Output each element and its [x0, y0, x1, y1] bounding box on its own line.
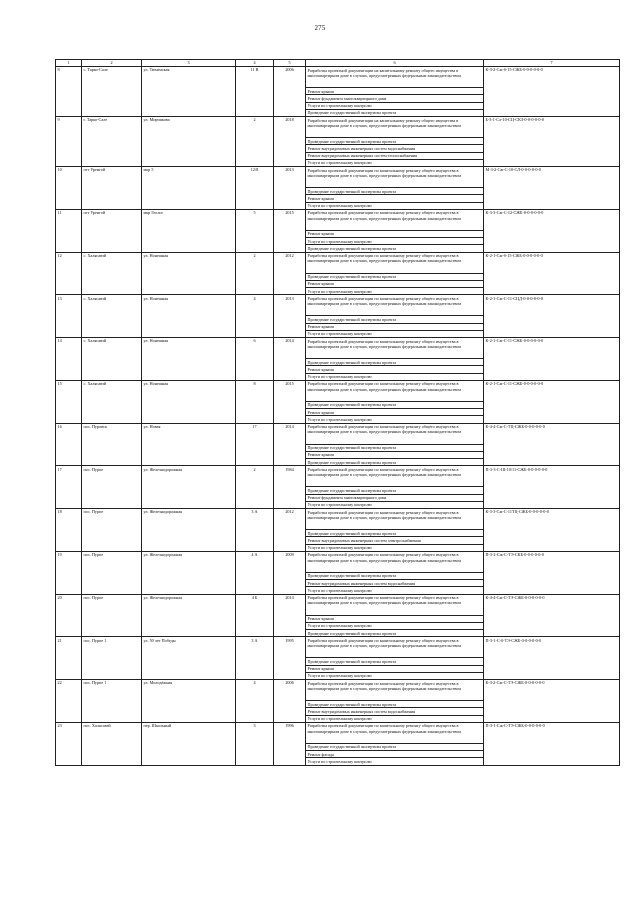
row-number: 19	[56, 551, 82, 594]
street-cell: мкр Геолог	[142, 209, 236, 252]
building-code-cell: П-3-3-С-Ш-10/11-СЖБ-0-0-0-0-0-0	[484, 466, 620, 509]
work-item-cell: Проведение государственной экспертизы проекта	[306, 316, 484, 323]
header-col-5: 5	[274, 60, 306, 67]
row-number: 13	[56, 295, 82, 338]
table-row	[56, 295, 620, 316]
house-cell: 2	[236, 466, 274, 509]
work-item-cell: Ремонт фасада	[306, 751, 484, 758]
house-cell: 3 А	[236, 637, 274, 680]
work-item-cell: Разработка проектной документации по капитальному ремонту общего имущества в многоквартирном доме в случаях, предусмотренных федеральным законодательством	[306, 594, 484, 615]
row-number: 20	[56, 594, 82, 637]
work-item-cell: Проведение государственной экспертизы проекта	[306, 572, 484, 579]
work-item-cell: Услуги по строительному контролю	[306, 672, 484, 679]
work-item-cell: Разработка проектной документации по капитальному ремонту общего имущества в многоквартирном доме в случаях, предусмотренных федеральным законодательством	[306, 551, 484, 572]
table-row	[56, 551, 620, 572]
street-cell: пер. Школьный	[142, 722, 236, 765]
settlement-cell: пос. Пурпе	[82, 466, 142, 509]
work-item-cell: Ремонт крыши	[306, 366, 484, 373]
building-code-cell: К-4-4-Сж-С-ТЦ-СЖБ-0-0-0-0-0-0	[484, 423, 620, 466]
row-number: 22	[56, 680, 82, 723]
house-cell: 4 А	[236, 551, 274, 594]
table-row	[56, 423, 620, 444]
work-item-cell: Услуги по строительному контролю	[306, 159, 484, 166]
table-row	[56, 252, 620, 273]
year-cell: 2015	[274, 209, 306, 252]
year-cell: 2009	[274, 551, 306, 594]
house-cell: 3	[236, 722, 274, 765]
settlement-cell: г. Тарко-Сале	[82, 117, 142, 167]
street-cell: ул. Нонешная	[142, 380, 236, 423]
row-number: 14	[56, 338, 82, 381]
work-item-cell: Разработка проектной документации по капитальному ремонту общего имущества в многоквартирном доме в случаях, предусмотренных федеральным законодательством	[306, 380, 484, 401]
settlement-cell: пгт Уренгой	[82, 167, 142, 210]
work-item-cell: Услуги по строительному контролю	[306, 622, 484, 629]
settlement-cell: пгт Уренгой	[82, 209, 142, 252]
work-item-cell: Проведение государственной экспертизы проекта	[306, 138, 484, 145]
street-cell: ул. Нонешная	[142, 295, 236, 338]
settlement-cell: пос. Халясавэй	[82, 722, 142, 765]
work-item-cell: Ремонт крыши	[306, 451, 484, 458]
street-cell: ул. Железнодорожная	[142, 551, 236, 594]
settlement-cell: с. Халясавэй	[82, 338, 142, 381]
work-item-cell: Разработка проектной документации по капитальному ремонту общего имущества в многоквартирном доме в случаях, предусмотренных федеральным законодательством	[306, 295, 484, 316]
work-item-cell: Проведение государственной экспертизы проекта	[306, 109, 484, 116]
work-item-cell: Разработка проектной документации по капитальному ремонту общего имущества в многоквартирном доме в случаях, предусмотренных федеральным законодательством	[306, 680, 484, 701]
settlement-cell: пос. Пурпе	[82, 594, 142, 637]
house-cell: 3 А	[236, 509, 274, 552]
work-item-cell: Разработка проектной документации по капитальному ремонту общего имущества в многоквартирном доме в случаях, предусмотренных федеральным законодательством	[306, 466, 484, 487]
building-code-cell: К-3-3-Сж-С-11ТЦ-СЖБ-0-0-0-0-0-0	[484, 509, 620, 552]
work-item-cell: Проведение государственной экспертизы проекта	[306, 701, 484, 708]
work-item-cell: Ремонт внутридомовых инженерных систем электроснабжения	[306, 537, 484, 544]
work-item-cell: Услуги по строительному контролю	[306, 544, 484, 551]
house-cell: 5	[236, 209, 274, 252]
building-code-cell: К-4-4-Сж-С-ТЭ-СЖБ-0-0-0-0-0-0	[484, 594, 620, 637]
house-cell: 11 В	[236, 67, 274, 117]
building-code-cell: М-3-2-Сж-С-10-СЛ-0-0-0-0-0-0	[484, 167, 620, 210]
table-row	[56, 167, 620, 188]
work-item-cell: Услуги по строительному контролю	[306, 373, 484, 380]
work-item-cell: Ремонт крыши	[306, 665, 484, 672]
table-row	[56, 594, 620, 615]
row-number: 18	[56, 509, 82, 552]
settlement-cell: с. Халясавэй	[82, 252, 142, 295]
year-cell: 2018	[274, 117, 306, 167]
settlement-cell: пос. Пурпе	[82, 509, 142, 552]
work-item-cell: Услуги по строительному контролю	[306, 758, 484, 765]
work-item-cell: Разработка проектной документации по капитальному ремонту общего имущества в многоквартирном доме в случаях, предусмотренных федеральным законодательством	[306, 637, 484, 658]
street-cell: ул. Мирчикова	[142, 117, 236, 167]
table-row	[56, 117, 620, 138]
page-number: 275	[314, 24, 326, 32]
building-code-cell: П-3-1-Сж-С-ТЭ-СЖБ-0-0-0-0-0-0	[484, 722, 620, 765]
work-item-cell: Проведение государственной экспертизы проекта	[306, 658, 484, 665]
building-code-cell: К-2-1-Сж-С-11-СЖБ-0-0-0-0-0-0	[484, 338, 620, 381]
work-item-cell: Ремонт крыши	[306, 88, 484, 95]
building-code-cell: П-3-2-Сж-С-ТЭ-СКБ-0-0-0-0-0-0	[484, 551, 620, 594]
building-code-cell: К-3-3-Сж-С-12-СЖБ-0-0-0-0-0-0	[484, 209, 620, 252]
building-code-cell: К-2-1-Сж-С-11-СЦД-0-0-0-0-0-0	[484, 295, 620, 338]
work-item-cell: Разработка проектной документации по капитальному ремонту общего имущества в многоквартирном доме в случаях, предусмотренных федеральным законодательством	[306, 209, 484, 230]
settlement-cell: с. Тарко-Сале	[82, 67, 142, 117]
settlement-cell: с. Халясавэй	[82, 295, 142, 338]
work-item-cell: Проведение государственной экспертизы проекта	[306, 359, 484, 366]
street-cell: ул. Молодёжная	[142, 680, 236, 723]
street-cell: мкр 5	[142, 167, 236, 210]
work-item-cell: Ремонт фундамента многоквартирного дома	[306, 95, 484, 102]
building-code-cell: П-3-1-С-0-ТЭ-СЖБ-0-0-0-0-0-0	[484, 637, 620, 680]
work-item-cell: Ремонт фундамента многоквартирного дома	[306, 494, 484, 501]
table-row	[56, 380, 620, 401]
building-code-cell: К-2-1-Сж-С-11-СЖБ-0-0-0-0-0-0	[484, 380, 620, 423]
year-cell: 1996	[274, 722, 306, 765]
year-cell: 2015	[274, 380, 306, 423]
row-number: 23	[56, 722, 82, 765]
row-number: 10	[56, 167, 82, 210]
table-row	[56, 209, 620, 230]
work-item-cell: Проведение государственной экспертизы проекта	[306, 188, 484, 195]
house-cell: 4 Б	[236, 594, 274, 637]
table-header-row	[56, 60, 620, 67]
work-item-cell: Ремонт внутридомовых инженерных систем водоснабжения	[306, 145, 484, 152]
work-item-cell: Ремонт крыши	[306, 230, 484, 237]
work-item-cell: Проведение государственной экспертизы проекта	[306, 743, 484, 750]
table-row	[56, 338, 620, 359]
table-row	[56, 509, 620, 530]
header-col-3: 3	[142, 60, 236, 67]
year-cell: 2014	[274, 423, 306, 466]
work-item-cell: Ремонт внутридомовых инженерных систем водоснабжения	[306, 708, 484, 715]
header-col-2: 2	[82, 60, 142, 67]
work-item-cell: Разработка проектной документации по капитальному ремонту общего имущества в многоквартирном доме в случаях, предусмотренных федеральным законодательством	[306, 423, 484, 444]
table-row	[56, 67, 620, 88]
year-cell: 2013	[274, 295, 306, 338]
house-cell: 4	[236, 680, 274, 723]
work-item-cell: Разработка проектной документации по капитальному ремонту общего имущества в многоквартирном доме в случаях, предусмотренных федеральным законодательством	[306, 252, 484, 273]
house-cell: 2	[236, 117, 274, 167]
work-item-cell: Проведение государственной экспертизы проекта	[306, 459, 484, 466]
work-item-cell: Услуги по строительному контролю	[306, 416, 484, 423]
work-item-cell: Проведение государственной экспертизы проекта	[306, 273, 484, 280]
house-cell: 8	[236, 380, 274, 423]
work-item-cell: Проведение государственной экспертизы проекта	[306, 245, 484, 252]
settlement-cell: пос. Пурпе	[82, 551, 142, 594]
house-cell: 4	[236, 295, 274, 338]
work-item-cell: Ремонт крыши	[306, 615, 484, 622]
work-item-cell: Услуги по строительному контролю	[306, 330, 484, 337]
work-item-cell: Разработка проектной документации на капитальному ремонту общего имущества в многоквартирном доме в случаях, предусмотренных федеральным законодательством	[306, 117, 484, 138]
street-cell: ул. Тюменская	[142, 67, 236, 117]
house-cell: 2	[236, 252, 274, 295]
settlement-cell: пос. Пурпе 1	[82, 680, 142, 723]
building-code-cell: К-2-1-Сж-б-15-СЖБ-0-0-0-0-0-0	[484, 252, 620, 295]
row-number: 8	[56, 67, 82, 117]
work-item-cell: Разработка проектной документации на капитальному ремонту общего имущества в многоквартирном доме в случаях, предусмотренных федеральным законодательством	[306, 67, 484, 88]
work-item-cell: Услуги по строительному контролю	[306, 102, 484, 109]
building-code-cell: К-3-2-Сж-б-15-СЖБ-0-0-0-0-0-0	[484, 67, 620, 117]
work-item-cell: Услуги по строительному контролю	[306, 501, 484, 508]
table-row	[56, 466, 620, 487]
year-cell: 2014	[274, 594, 306, 637]
street-cell: ул. Железнодорожная	[142, 594, 236, 637]
work-item-cell: Услуги по строительному контролю	[306, 715, 484, 722]
house-cell: 12/8	[236, 167, 274, 210]
street-cell: ул. 50 лет Победы	[142, 637, 236, 680]
table-row	[56, 722, 620, 743]
building-code-cell: К-3-2-Сж-С-ТЭ-СЖБ-0-0-0-0-0-0	[484, 680, 620, 723]
work-item-cell: Ремонт крыши	[306, 409, 484, 416]
row-number: 21	[56, 637, 82, 680]
year-cell: 2006	[274, 680, 306, 723]
year-cell: 1984	[274, 466, 306, 509]
work-item-cell: Ремонт крыши	[306, 195, 484, 202]
work-item-cell: Разработка проектной документации по капитальному ремонту общего имущества в многоквартирном доме в случаях, предусмотренных федеральным законодательством	[306, 338, 484, 359]
work-item-cell: Разработка проектной документации по капитальному ремонту общего имущества в многоквартирном доме в случаях, предусмотренных федеральным законодательством	[306, 509, 484, 530]
year-cell: 1995	[274, 637, 306, 680]
work-item-cell: Разработка проектной документации по капитальному ремонту общего имущества в многоквартирном доме в случаях, предусмотренных федеральным законодательством	[306, 722, 484, 743]
year-cell: 2013	[274, 167, 306, 210]
year-cell: 2014	[274, 338, 306, 381]
year-cell: 2006	[274, 67, 306, 117]
work-item-cell: Услуги по строительному контролю	[306, 238, 484, 245]
settlement-cell: с. Халясавэй	[82, 380, 142, 423]
work-item-cell: Проведение государственной экспертизы проекта	[306, 530, 484, 537]
work-item-cell: Ремонт крыши	[306, 323, 484, 330]
building-code-cell: Б-3-1-Сл-10-СЦ-СКЗ-0-0-0-0-0-0	[484, 117, 620, 167]
work-item-cell: Услуги по строительному контролю	[306, 587, 484, 594]
street-cell: ул. Новая	[142, 423, 236, 466]
row-number: 9	[56, 117, 82, 167]
row-number: 12	[56, 252, 82, 295]
capital-repair-table	[55, 59, 620, 766]
settlement-cell: пос. Пурпе 1	[82, 637, 142, 680]
table-row	[56, 680, 620, 701]
row-number: 16	[56, 423, 82, 466]
work-item-cell: Услуги по строительному контролю	[306, 202, 484, 209]
work-item-cell: Разработка проектной документации по капитальному ремонту общего имущества в многоквартирном доме в случаях, предусмотренных федеральным законодательством	[306, 167, 484, 188]
row-number: 15	[56, 380, 82, 423]
street-cell: ул. Нонешная	[142, 338, 236, 381]
work-item-cell: Проведение государственной экспертизы проекта	[306, 444, 484, 451]
row-number: 17	[56, 466, 82, 509]
table-row	[56, 637, 620, 658]
street-cell: ул. Железнодорожная	[142, 509, 236, 552]
table-body	[56, 67, 620, 766]
house-cell: 17	[236, 423, 274, 466]
header-col-1: 1	[56, 60, 82, 67]
work-item-cell: Ремонт внутридомовых инженерных систем теплоснабжения	[306, 152, 484, 159]
work-item-cell: Проведение государственной экспертизы проекта	[306, 630, 484, 637]
year-cell: 2012	[274, 252, 306, 295]
year-cell: 2012	[274, 509, 306, 552]
settlement-cell: пос. Пуровск	[82, 423, 142, 466]
header-col-4: 4	[236, 60, 274, 67]
row-number: 11	[56, 209, 82, 252]
work-item-cell: Проведение государственной экспертизы проекта	[306, 487, 484, 494]
header-col-7: 7	[484, 60, 620, 67]
header-col-6: 6	[306, 60, 484, 67]
work-item-cell: Услуги по строительному контролю	[306, 288, 484, 295]
street-cell: ул. Железнодорожная	[142, 466, 236, 509]
house-cell: 6	[236, 338, 274, 381]
work-item-cell: Проведение государственной экспертизы проекта	[306, 401, 484, 408]
work-item-cell: Ремонт внутридомовых инженерных систем водоснабжения	[306, 580, 484, 587]
street-cell: ул. Нонешная	[142, 252, 236, 295]
work-item-cell: Ремонт крыши	[306, 280, 484, 287]
